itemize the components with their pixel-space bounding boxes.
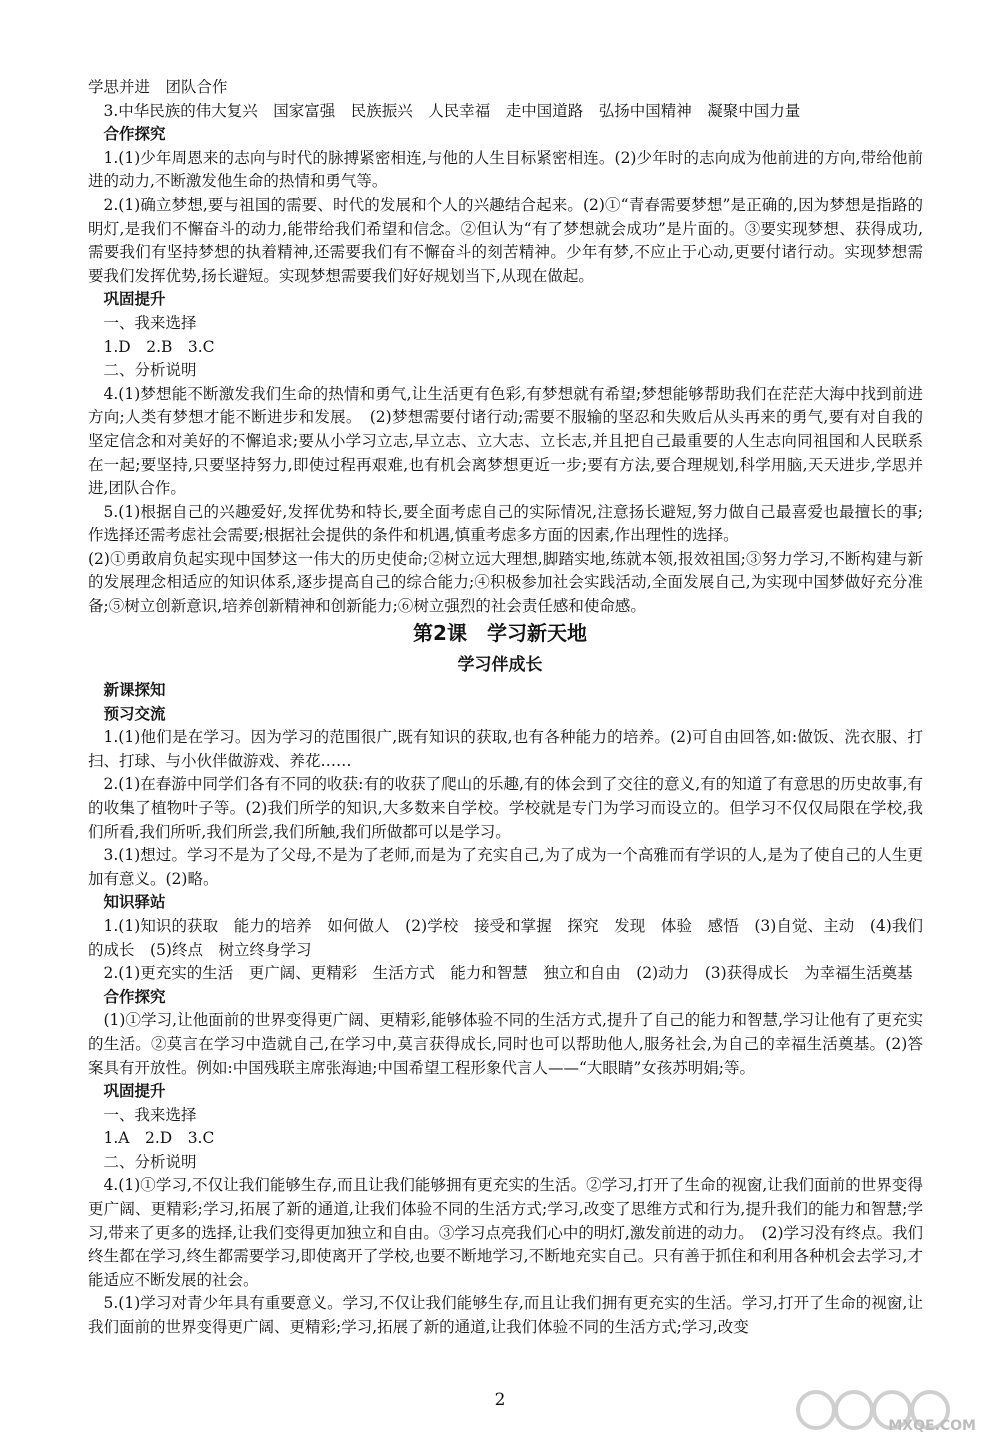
yuxi-label: 预习交流 (103, 704, 166, 723)
lesson-subtitle: 学习伴成长 (457, 655, 543, 675)
hezuo-answer-b1: (1)①学习,让他面前的世界变得更广阔、更精彩,能够体验不同的生活方式,提升了自己的能力和智慧,学习让他有了更充实的生活。②莫言在学习中造就自己,在学习中,莫言获得成长,同时也可以帮助他人,服务社会,为自己的幸福生活奠基。(2)答案具有开放性。例如:中国残联主席张海迪;中国希望工程形象代言人——“大眼睛”女孩苏明娟;等。 (88, 1011, 923, 1077)
analysis-answer-5a: 5.(1)根据自己的兴趣爱好,发挥优势和特长,要全面考虑自己的实际情况,注意扬长避短,努力做自己最喜爱也最擅长的事;作选择还需考虑社会需要;根据社会提供的条件和机遇,慎重考虑多方面的因素,作出理性的选择。 (88, 502, 923, 545)
choose-answers-2: 1.A 2.D 3.C (103, 1129, 215, 1148)
analysis-label-2: 二、分析说明 (103, 1152, 197, 1171)
zhishi-answer-1: 1.(1)知识的获取 能力的培养 如何做人 (2)学校 接受和掌握 探究 发现 体验 感悟 (3)自觉、主动 (4)我们的成长 (5)终点 树立终身学习 (88, 916, 923, 959)
yuxi-answer-3: 3.(1)想过。学习不是为了父母,不是为了老师,而是为了充实自己,为了成为一个高雅而有学识的人,是为了使自己的人生更加有意义。(2)略。 (88, 846, 923, 888)
section-lesson-2 (88, 679, 923, 1340)
analysis-answer-b4: 4.(1)①学习,不仅让我们能够生存,而且让我们能够拥有更充实的生活。②学习,打开了生命的视窗,让我们面前的世界变得更广阔、更精彩;学习,拓展了新的通道,让我们体验不同的生活方式;学习,改变了思维方式和行为,提升我们的能力和智慧;学习,带来了更多的选择,让我们变得更加独立和自由。③学习点亮我们心中的明灯,激发前进的动力。 (2)学习没有终点。我们终生都在学习,终生都需要学习,即使离开了学校,也要不断地学习,不断地充实自己。只有善于抓住和利用各种机会去学习,才能适应不断发展的社会。 (88, 1176, 923, 1289)
lesson-title: 第2课 学习新天地 (413, 621, 587, 645)
watermark-text: MXQE.COM (888, 1418, 976, 1434)
section-a-title: 学思并进 团队合作 (88, 78, 228, 96)
hezuo-answer-2: 2.(1)确立梦想,要与祖国的需要、时代的发展和个人的兴趣结合起来。(2)①“青春需要梦想”是正确的,因为梦想是指路的明灯,是我们不懈奋斗的动力,能带给我们希望和信念。②但认为“有了梦想就会成功”是片面的。③要实现梦想、获得成功,需要我们有坚持梦想的执着精神,还需要我们有不懈奋斗的刻苦精神。少年有梦,不应止于心动,更要付诸行动。实现梦想需要我们发挥优势,扬长避短。实现梦想需要我们好好规划当下,从现在做起。 (88, 195, 923, 285)
choose-answers: 1.D 2.B 3.C (103, 337, 215, 356)
analysis-label: 二、分析说明 (103, 361, 197, 380)
gonggu-label: 巩固提升 (103, 290, 166, 309)
line-3: 3.中华民族的伟大复兴 国家富强 民族振兴 人民幸福 走中国道路 弘扬中国精神 凝聚中国力量 (103, 101, 801, 120)
xinke-label: 新课探知 (103, 681, 166, 699)
zhishi-label: 知识驿站 (103, 893, 166, 912)
yuxi-answer-1: 1.(1)他们是在学习。因为学习的范围很广,既有知识的获取,也有各种能力的培养。(2)可自由回答,如:做饭、洗衣服、打扫、打球、与小伙伴做游戏、养花…… (88, 728, 923, 770)
hezuo-label-2: 合作探究 (103, 987, 166, 1006)
choose-label: 一、我来选择 (103, 313, 197, 332)
zhishi-answer-2: 2.(1)更充实的生活 更广阔、更精彩 生活方式 能力和智慧 独立和自由 (2)动力 (3)获得成长 为幸福生活奠基 (103, 964, 913, 983)
analysis-answer-b5: 5.(1)学习对青少年具有重要意义。学习,不仅让我们能够生存,而且让我们拥有更充实的生活。学习,打开了生命的视窗,让我们面前的世界变得更广阔、更精彩;学习,拓展了新的通道,让我们体验不同的生活方式;学习,改变 (88, 1294, 923, 1337)
hezuo-label: 合作探究 (103, 125, 166, 144)
choose-label-2: 一、我来选择 (103, 1105, 197, 1124)
section-previous-lesson (88, 76, 923, 619)
hezuo-answer-1: 1.(1)少年周恩来的志向与时代的脉搏紧密相连,与他的人生目标紧密相连。(2)少年时的志向成为他前进的方向,带给他前进的动力,不断激发他生命的热情和勇气等。 (88, 148, 923, 191)
analysis-answer-5b: (2)①勇敢肩负起实现中国梦这一伟大的历史使命;②树立远大理想,脚踏实地,练就本领,报效祖国;③努力学习,不断构建与新的发展理念相适应的知识体系,逐步提高自己的综合能力;④积极参加社会实践活动,全面发展自己,为实现中国梦做好充分准备;⑤树立创新意识,培养创新精神和创新能力;⑥树立强烈的社会责任感和使命感。 (88, 549, 923, 616)
yuxi-answer-2: 2.(1)在春游中同学们各有不同的收获:有的收获了爬山的乐趣,有的体会到了交往的意义,有的知道了有意思的历史故事,有的收集了植物叶子等。(2)我们所学的知识,大多数来自学校。学校就是专门为学习而设立的。但学习不仅仅局限在学校,我们所看,我们所听,我们所尝,我们所触,我们所做都可以是学习。 (88, 775, 923, 841)
analysis-answer-4: 4.(1)梦想能不断激发我们生命的热情和勇气,让生活更有色彩,有梦想就有希望;梦想能够帮助我们在茫茫大海中找到前进方向;人类有梦想才能不断进步和发展。 (2)梦想需要付诸行动;需要不服输的坚忍和失败后从头再来的勇气,要有对自我的坚定信念和对美好的不懈追求;要从小学习立志,早立志、立大志、立长志,并且把自己最重要的人生志向同祖国和人民联系在一起;要坚持,只要坚持努力,即使过程再艰难,也有机会离梦想更近一步;要有方法,要合理规划,科学用脑,天天进步,学思并进,团队合作。 (88, 384, 923, 498)
gonggu-label-2: 巩固提升 (103, 1082, 166, 1101)
page-number: 2 (494, 1390, 506, 1410)
